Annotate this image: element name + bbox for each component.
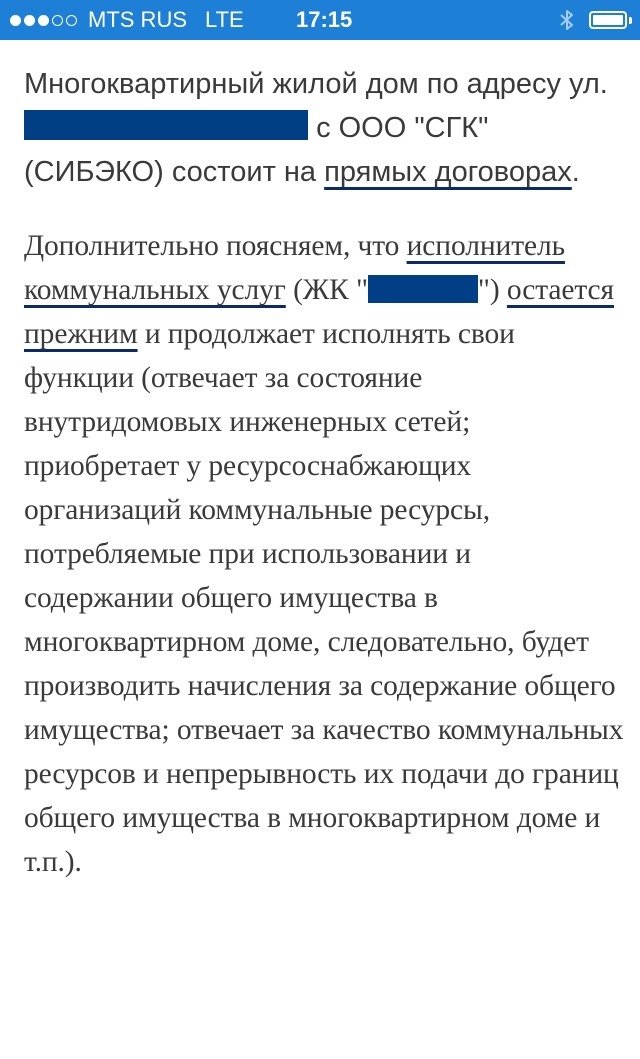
paragraph-explanation bbox=[24, 224, 624, 884]
message-content bbox=[24, 62, 624, 884]
signal-strength-icon bbox=[10, 15, 80, 26]
text-fragment: с ООО "СГК" (СИБЭКО) состоит на bbox=[24, 112, 489, 188]
status-right bbox=[559, 0, 632, 40]
status-left bbox=[10, 0, 244, 40]
redacted-street-name bbox=[24, 110, 308, 140]
text-fragment: и продолжает исполнять свои функции (отвечает за состояние внутридомовых инженерных сетей; приобретает у ресурсоснабжающих организаций коммунальные ресурсы, потребляемые при использовании и содержании общего имущества в многоквартирном доме, следовательно, будет производить начисления за содержание общего имущества; отвечает за качество коммунальных ресурсов и непрерывность их подачи до границ общего имущества в многоквартирном доме и т.п.). bbox=[24, 318, 624, 878]
network-type: LTE bbox=[205, 7, 244, 32]
underlined-service-provider: исполнитель коммунальных услуг bbox=[24, 230, 565, 306]
text-fragment: Многоквартирный жилой дом по адресу ул. bbox=[24, 68, 608, 100]
bluetooth-icon bbox=[559, 8, 575, 32]
battery-nub bbox=[629, 17, 632, 24]
underlined-direct-contracts: прямых договорах bbox=[324, 156, 572, 188]
signal-dot bbox=[52, 15, 63, 26]
signal-dot bbox=[38, 15, 49, 26]
clock: 17:15 bbox=[296, 7, 353, 32]
redacted-company-name bbox=[368, 275, 478, 303]
text-fragment: Дополнительно поясняем, что bbox=[24, 230, 400, 262]
text-fragment: (ЖК " bbox=[293, 274, 368, 306]
text-fragment: ") bbox=[477, 274, 500, 306]
status-bar bbox=[0, 0, 640, 40]
battery-level bbox=[593, 15, 623, 25]
signal-dot bbox=[10, 15, 21, 26]
battery-icon bbox=[589, 11, 627, 29]
signal-dot bbox=[24, 15, 35, 26]
signal-dot bbox=[66, 15, 77, 26]
carrier-name: MTS RUS bbox=[88, 7, 187, 32]
underlined-remains-same: остается прежним bbox=[24, 274, 615, 350]
paragraph-contract-status bbox=[24, 62, 624, 194]
text-fragment: . bbox=[571, 156, 580, 188]
